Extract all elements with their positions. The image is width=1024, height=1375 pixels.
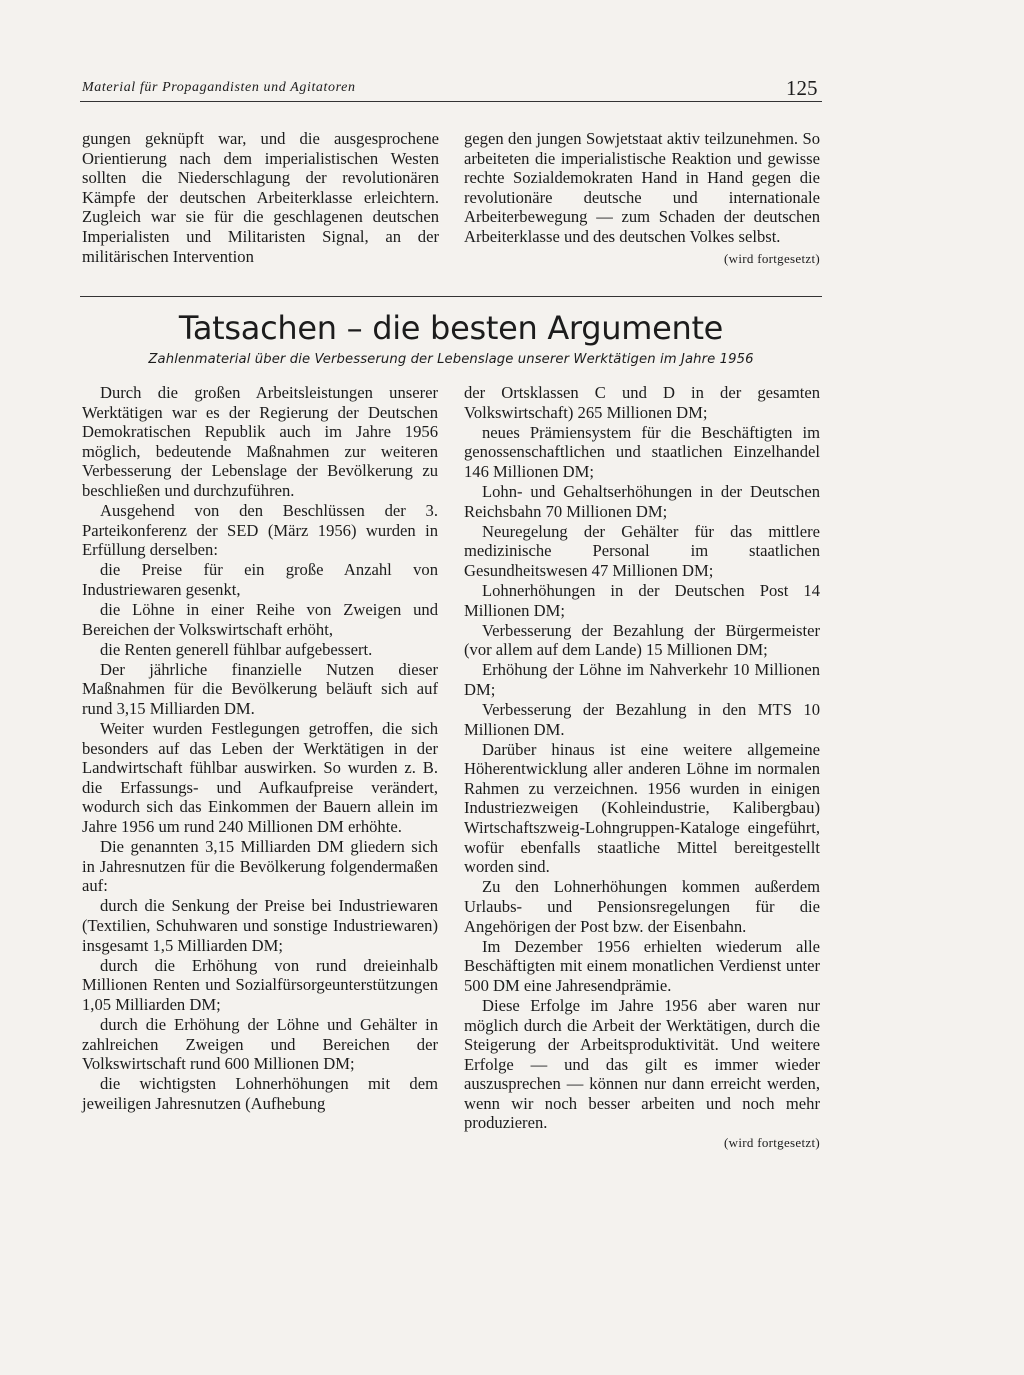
list-item: durch die Erhöhung von rund dreieinhalb Millionen Renten und Sozialfürsorgeunterstützungen 1,05 Milliarden DM;	[82, 955, 438, 1014]
paragraph: Der jährliche finanzielle Nutzen dieser Maßnahmen für die Bevölkerung beläuft sich auf rund 3,15 Milliarden DM.	[82, 659, 438, 718]
article-right-column	[464, 383, 820, 1153]
list-item: die Preise für ein große Anzahl von Industriewaren gesenkt,	[82, 560, 438, 599]
continued-note-article: (wird fortgesetzt)	[724, 1135, 820, 1151]
list-item: die Renten generell fühlbar aufgebessert.	[100, 639, 373, 659]
paragraph: Im Dezember 1956 erhielten wiederum alle Beschäftigten mit einem monatlichen Verdienst unter 500 DM eine Jahresendprämie.	[464, 936, 820, 995]
paragraph: Weiter wurden Festlegungen getroffen, die sich besonders auf das Leben der Werktätigen in der Landwirtschaft fühlbar auswirken. So wurden z. B. die Erfassungs- und Aufkaufpreise verändert, wodurch sich das Einkommen der Bauern allein im Jahre 1956 um rund 240 Millionen DM erhöhte.	[82, 719, 438, 837]
list-item: Lohnerhöhungen in der Deutschen Post 14 Millionen DM;	[464, 580, 820, 620]
previous-article-left-text: gungen geknüpft war, und die ausgesprochene Orientierung nach dem imperialistischen Westen sollten die Niederschlagung der revolutionären Kämpfe der deutschen Arbeiterklasse erleichtern. Zugleich war sie für die geschlagenen deutschen Imperialisten und Militaristen Signal, an der militärischen Intervention	[82, 129, 439, 266]
paragraph: Darüber hinaus ist eine weitere allgemeine Höherentwicklung aller anderen Löhne im normalen Rahmen zu verzeichnen. 1956 wurden in einigen Industriezweigen (Kohleindustrie, Kalibergbau) Wirtschaftszweig-Lohngruppen-Kataloge eingeführt, wofür ebenfalls staatliche Mittel bereitgestellt worden sind.	[464, 739, 820, 877]
list-item: durch die Senkung der Preise bei Industriewaren (Textilien, Schuhwaren und sonstige Industriewaren) insgesamt 1,5 Milliarden DM;	[82, 896, 438, 955]
paragraph: Ausgehend von den Beschlüssen der 3. Parteikonferenz der SED (März 1956) wurden in Erfüllung derselben:	[82, 501, 438, 560]
paragraph: Diese Erfolge im Jahre 1956 aber waren nur möglich durch die Arbeit der Werktätigen, durch die Steigerung der Arbeitsproduktivität. Und weitere Erfolge — und das gilt es immer wieder auszusprechen — können nur dann erreicht werden, wenn wir noch besser arbeiten und noch mehr produzieren.	[464, 995, 820, 1133]
header-rule	[80, 101, 822, 102]
list-item: neues Prämiensystem für die Beschäftigten im genossenschaftlichen und staatlichen Einzelhandel 146 Millionen DM;	[464, 422, 820, 481]
list-item: die Löhne in einer Reihe von Zweigen und Bereichen der Volkswirtschaft erhöht,	[82, 600, 438, 639]
previous-article-right-text	[464, 129, 820, 266]
list-item: Verbesserung der Bezahlung der Bürgermeister (vor allem auf dem Lande) 15 Millionen DM;	[464, 620, 820, 660]
paragraph: Zu den Lohnerhöhungen kommen außerdem Urlaubs- und Pensionsregelungen für die Angehörigen der Post bzw. der Eisenbahn.	[464, 877, 820, 936]
list-item: die wichtigsten Lohnerhöhungen mit dem jeweiligen Jahresnutzen (Aufhebung	[82, 1074, 438, 1113]
previous-article-left-column	[82, 129, 439, 266]
article-title: Tatsachen – die besten Argumente	[178, 309, 724, 347]
continued-note-previous: (wird fortgesetzt)	[724, 250, 820, 266]
previous-article-right-column	[464, 129, 820, 268]
paragraph: Die genannten 3,15 Milliarden DM gliedern sich in Jahresnutzen für die Bevölkerung folgendermaßen auf:	[82, 837, 438, 896]
article-left-column	[82, 383, 438, 1113]
list-item: Neuregelung der Gehälter für das mittlere medizinische Personal im staatlichen Gesundheitswesen 47 Millionen DM;	[464, 521, 820, 580]
list-item: Erhöhung der Löhne im Nahverkehr 10 Millionen DM;	[464, 660, 820, 699]
article-subtitle: Zahlenmaterial über die Verbesserung der Lebenslage unserer Werktätigen im Jahre 1956	[148, 352, 754, 367]
list-item: Lohn- und Gehaltserhöhungen in der Deutschen Reichsbahn 70 Millionen DM;	[464, 481, 820, 521]
list-item: durch die Erhöhung der Löhne und Gehälter in zahlreichen Zweigen und Bereichen der Volkswirtschaft rund 600 Millionen DM;	[82, 1015, 438, 1074]
running-title: Material für Propagandisten und Agitatoren	[82, 80, 356, 95]
section-rule	[80, 296, 822, 297]
list-item: Verbesserung der Bezahlung in den MTS 10 Millionen DM.	[464, 700, 820, 739]
page-number: 125	[786, 76, 818, 100]
list-item: der Ortsklassen C und D in der gesamten Volkswirtschaft) 265 Millionen DM;	[464, 383, 820, 422]
previous-article-right-body: gegen den jungen Sowjetstaat aktiv teilzunehmen. So arbeiteten die imperialistische Reaktion und gewisse rechte Sozialdemokraten Hand in Hand gegen die revolutionäre deutsche und internationale Arbeiterbewegung — zum Schaden der deutschen Arbeiterklasse und des deutschen Volkes selbst.	[464, 129, 820, 246]
paragraph: Durch die großen Arbeitsleistungen unserer Werktätigen war es der Regierung der Deutschen Demokratischen Republik auch im Jahre 1956 möglich, bedeutende Maßnahmen zur weiteren Verbesserung der Lebenslage der Bevölkerung zu beschließen und durchzuführen.	[82, 383, 438, 500]
